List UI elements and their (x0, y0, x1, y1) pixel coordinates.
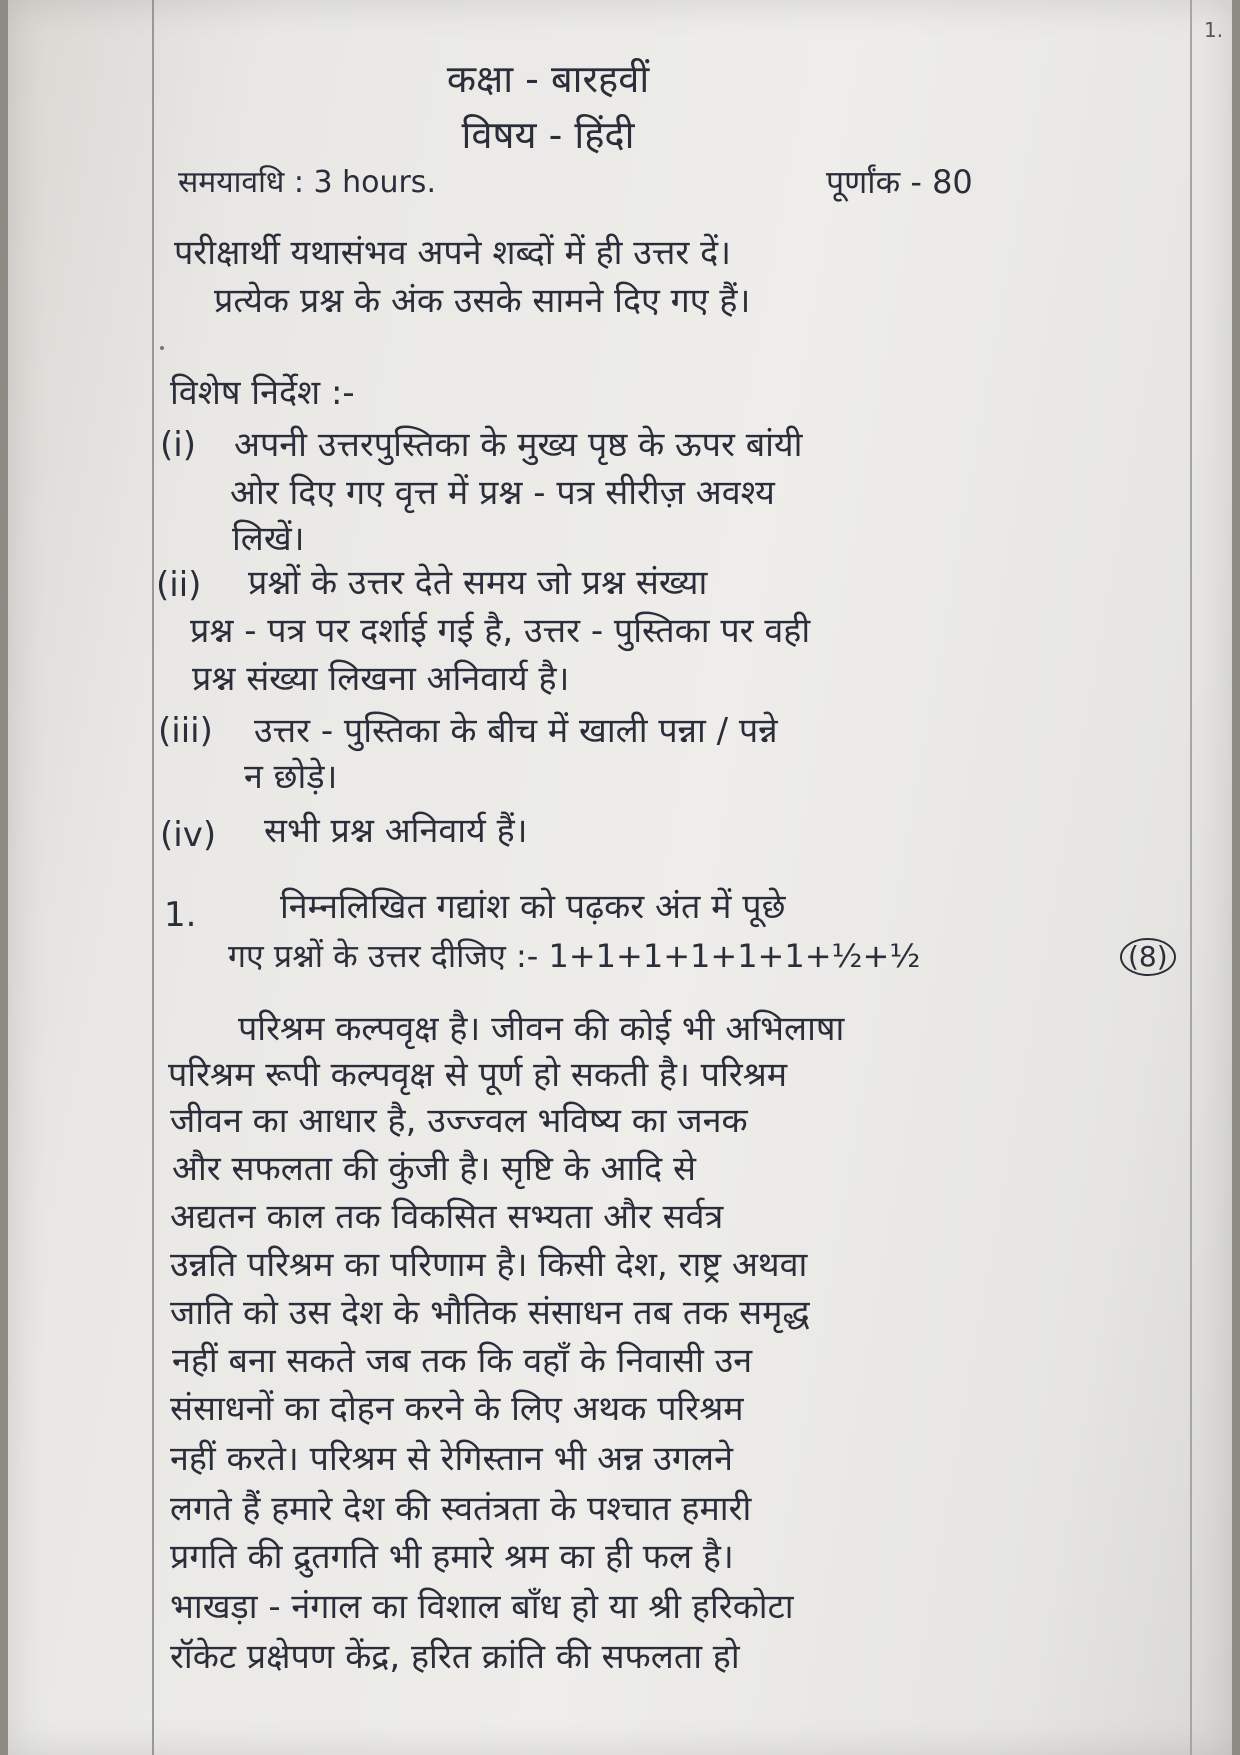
instructions-heading: विशेष निर्देश :- (170, 373, 355, 413)
passage-line: जीवन का आधार है, उज्ज्वल भविष्य का जनक (170, 1101, 748, 1141)
margin-rule-left (152, 0, 154, 1755)
question-line-2: गए प्रश्नों के उत्तर दीजिए :- 1+1+1+1+1+1+½+½ (228, 937, 921, 975)
question-line-1: निम्नलिखित गद्यांश को पढ़कर अंत में पूछे (280, 887, 786, 927)
instruction-number: (i) (160, 425, 196, 465)
class-line: कक्षा - बारहवीं (446, 57, 650, 101)
instruction-text-line: प्रश्न - पत्र पर दर्शाई गई है, उत्तर - पुस्तिका पर वही (190, 611, 811, 651)
passage-line: संसाधनों का दोहन करने के लिए अथक परिश्रम (170, 1389, 744, 1429)
intro-line-2: प्रत्येक प्रश्न के अंक उसके सामने दिए गए हैं। (214, 281, 751, 321)
instruction-text-line: प्रश्न संख्या लिखना अनिवार्य है। (192, 659, 570, 699)
instruction-text-line: अपनी उत्तरपुस्तिका के मुख्य पृष्ठ के ऊपर बांयी (234, 425, 803, 465)
passage-line: और सफलता की कुंजी है। सृष्टि के आदि से (172, 1149, 696, 1189)
passage-line: नहीं करते। परिश्रम से रेगिस्तान भी अन्न उगलने (170, 1439, 733, 1479)
underline-mark (170, 1640, 300, 1680)
passage-line: परिश्रम रूपी कल्पवृक्ष से पूर्ण हो सकती है। परिश्रम (168, 1055, 788, 1095)
passage-line: भाखड़ा - नंगाल का विशाल बाँध हो या श्री हरिकोटा (170, 1587, 794, 1627)
time-allowed: समयावधि : 3 hours. (178, 165, 436, 200)
instruction-text-line: सभी प्रश्न अनिवार्य हैं। (264, 811, 528, 851)
passage-line: परिश्रम कल्पवृक्ष है। जीवन की कोई भी अभिलाषा (238, 1009, 845, 1049)
instruction-text-line: न छोड़े। (244, 757, 338, 797)
page-number: 1. (1204, 18, 1224, 42)
margin-rule-right (1190, 0, 1192, 1755)
instruction-text-line: ओर दिए गए वृत्त में प्रश्न - पत्र सीरीज़ अवश्य (230, 473, 775, 513)
intro-line-1: परीक्षार्थी यथासंभव अपने शब्दों में ही उत्तर दें। (174, 233, 732, 273)
instruction-number: (iv) (160, 815, 217, 855)
passage-line: जाति को उस देश के भौतिक संसाधन तब तक समृद्ध (170, 1293, 810, 1333)
instruction-number: (iii) (158, 711, 213, 751)
marks-circle: (8) (1120, 938, 1176, 976)
passage-line: प्रगति की द्रुतगति भी हमारे श्रम का ही फल है। (170, 1537, 734, 1577)
passage-line: नहीं बना सकते जब तक कि वहाँ के निवासी उन (172, 1341, 753, 1381)
question-number: 1. (164, 895, 197, 935)
subject-line: विषय - हिंदी (461, 113, 635, 157)
instruction-text-line: उत्तर - पुस्तिका के बीच में खाली पन्ना / पन्ने (254, 711, 778, 751)
instruction-text-line: प्रश्नों के उत्तर देते समय जो प्रश्न संख्या (248, 563, 708, 603)
passage-line: उन्नति परिश्रम का परिणाम है। किसी देश, राष्ट्र अथवा (170, 1245, 808, 1285)
instruction-number: (ii) (156, 565, 202, 605)
passage-line: अद्यतन काल तक विकसित सभ्यता और सर्वत्र (170, 1197, 724, 1237)
passage-line: लगते हैं हमारे देश की स्वतंत्रता के पश्चात हमारी (170, 1489, 752, 1529)
instruction-text-line: लिखें। (232, 519, 305, 559)
pencil-dot (160, 346, 164, 350)
passage-line: रॉकेट प्रक्षेपण केंद्र, हरित क्रांति की सफलता हो (170, 1637, 740, 1677)
exam-paper-sheet (8, 0, 1232, 1755)
question-marks (1120, 938, 1176, 976)
max-marks: पूर्णांक - 80 (826, 163, 973, 201)
